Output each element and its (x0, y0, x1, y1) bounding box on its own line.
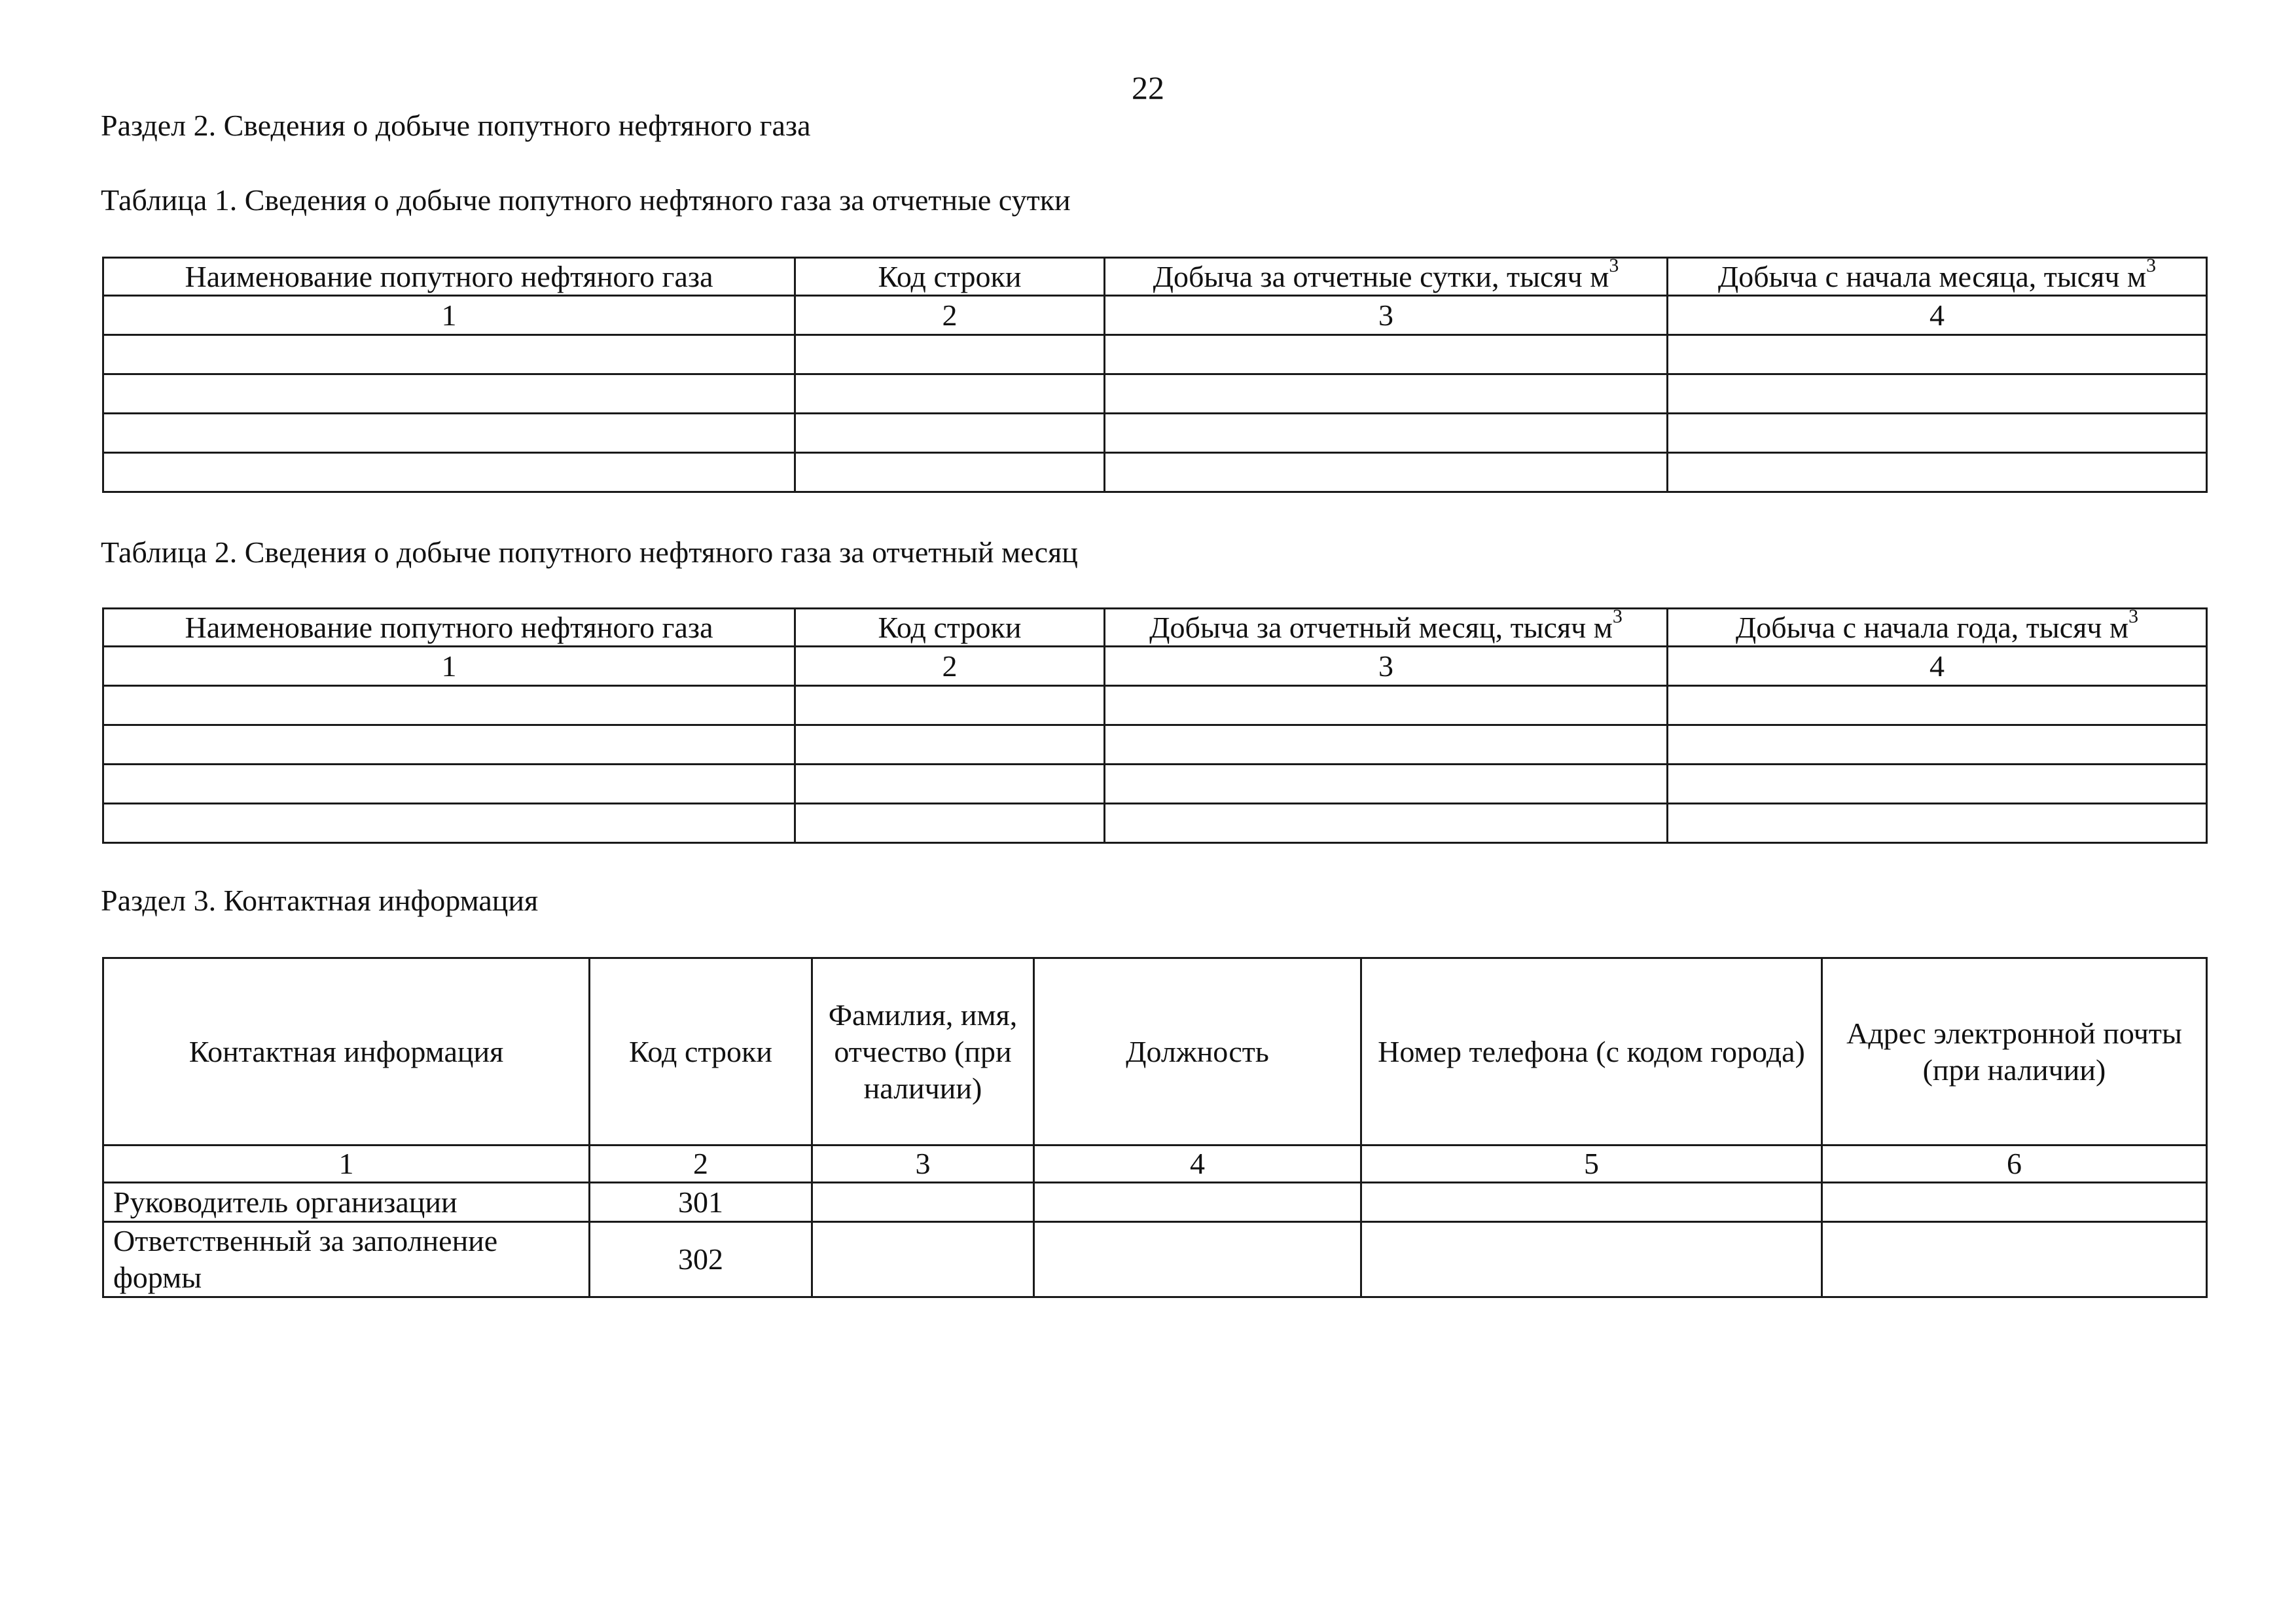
empty-cell[interactable] (795, 374, 1105, 414)
table-row (103, 374, 2207, 414)
empty-cell[interactable] (1668, 686, 2207, 725)
section-3-title: Раздел 3. Контактная информация (101, 884, 539, 917)
table-row (103, 1222, 2207, 1297)
header-row-code: Код строки (590, 958, 812, 1146)
empty-cell[interactable] (103, 765, 795, 804)
header-position: Должность (1034, 958, 1361, 1146)
empty-cell[interactable] (1034, 1183, 1361, 1222)
empty-cell[interactable] (1105, 453, 1668, 492)
empty-cell[interactable] (812, 1183, 1034, 1222)
empty-cell[interactable] (1668, 374, 2207, 414)
table-row (103, 414, 2207, 453)
empty-cell[interactable] (812, 1222, 1034, 1297)
column-number: 2 (795, 647, 1105, 686)
header-phone: Номер телефона (с кодом города) (1361, 958, 1822, 1146)
empty-cell[interactable] (1105, 686, 1668, 725)
page-number: 22 (1132, 69, 1164, 106)
column-number: 3 (1105, 647, 1668, 686)
contact-table (102, 957, 2208, 1298)
empty-cell[interactable] (103, 414, 795, 453)
empty-cell[interactable] (1668, 335, 2207, 374)
table-row (103, 765, 2207, 804)
table-row (103, 1183, 2207, 1222)
empty-cell[interactable] (1105, 414, 1668, 453)
empty-cell[interactable] (1668, 453, 2207, 492)
table-1-header-month-to-date: Добыча с начала месяца, тысяч $м^3$ (1668, 258, 2207, 296)
empty-cell[interactable] (795, 453, 1105, 492)
row-code: 302 (590, 1222, 812, 1297)
table-2-header-code: Код строки (795, 609, 1105, 647)
empty-cell[interactable] (1105, 725, 1668, 765)
column-number: 4 (1668, 647, 2207, 686)
empty-cell[interactable] (1668, 725, 2207, 765)
empty-cell[interactable] (795, 725, 1105, 765)
table-1-header-daily: Добыча за отчетные сутки, тысяч $м^3$ (1105, 258, 1668, 296)
column-number: 1 (103, 647, 795, 686)
empty-cell[interactable] (1361, 1222, 1822, 1297)
table-row (103, 335, 2207, 374)
column-number: 5 (1361, 1146, 1822, 1183)
table-1-header-name: Наименование попутного нефтяного газа (103, 258, 795, 296)
empty-cell[interactable] (795, 804, 1105, 843)
empty-cell[interactable] (103, 335, 795, 374)
table-1-header-row (103, 258, 2207, 296)
table-1-title: Таблица 1. Сведения о добыче попутного нефтяного газа за отчетные сутки (101, 183, 1071, 217)
header-contact-info: Контактная информация (103, 958, 590, 1146)
empty-cell[interactable] (1105, 335, 1668, 374)
table-row (103, 804, 2207, 843)
column-number: 2 (795, 296, 1105, 335)
table-row (103, 686, 2207, 725)
table-1 (102, 257, 2208, 493)
column-number: 1 (103, 1146, 590, 1183)
empty-cell[interactable] (103, 453, 795, 492)
column-number: 4 (1034, 1146, 1361, 1183)
table-2-title: Таблица 2. Сведения о добыче попутного нефтяного газа за отчетный месяц (101, 535, 1078, 569)
table-2-header-year-to-date: Добыча с начала года, тысяч $м^3$ (1668, 609, 2207, 647)
table-2 (102, 607, 2208, 844)
contact-table-header-row (103, 958, 2207, 1146)
table-2-header-row (103, 609, 2207, 647)
column-number: 4 (1668, 296, 2207, 335)
empty-cell[interactable] (103, 725, 795, 765)
column-number: 2 (590, 1146, 812, 1183)
row-label: Ответственный за заполнение формы (103, 1222, 590, 1297)
table-2-header-name: Наименование попутного нефтяного газа (103, 609, 795, 647)
row-label: Руководитель организации (103, 1183, 590, 1222)
empty-cell[interactable] (103, 804, 795, 843)
empty-cell[interactable] (1668, 414, 2207, 453)
empty-cell[interactable] (1668, 804, 2207, 843)
header-full-name: Фамилия, имя, отчество (при наличии) (812, 958, 1034, 1146)
table-2-header-monthly: Добыча за отчетный месяц, тысяч $м^3$ (1105, 609, 1668, 647)
empty-cell[interactable] (795, 335, 1105, 374)
empty-cell[interactable] (103, 374, 795, 414)
empty-cell[interactable] (1105, 765, 1668, 804)
empty-cell[interactable] (103, 686, 795, 725)
empty-cell[interactable] (1822, 1222, 2207, 1297)
table-row (103, 453, 2207, 492)
table-row (103, 725, 2207, 765)
header-email: Адрес электронной почты (при наличии) (1822, 958, 2207, 1146)
section-2-title: Раздел 2. Сведения о добыче попутного нефтяного газа (101, 109, 811, 142)
column-number: 1 (103, 296, 795, 335)
table-1-header-code: Код строки (795, 258, 1105, 296)
table-2-column-number-row (103, 647, 2207, 686)
column-number: 6 (1822, 1146, 2207, 1183)
row-code: 301 (590, 1183, 812, 1222)
empty-cell[interactable] (795, 765, 1105, 804)
empty-cell[interactable] (1105, 374, 1668, 414)
empty-cell[interactable] (1822, 1183, 2207, 1222)
column-number: 3 (1105, 296, 1668, 335)
empty-cell[interactable] (795, 414, 1105, 453)
empty-cell[interactable] (1668, 765, 2207, 804)
table-1-column-number-row (103, 296, 2207, 335)
empty-cell[interactable] (795, 686, 1105, 725)
contact-table-column-number-row (103, 1146, 2207, 1183)
empty-cell[interactable] (1034, 1222, 1361, 1297)
column-number: 3 (812, 1146, 1034, 1183)
empty-cell[interactable] (1361, 1183, 1822, 1222)
empty-cell[interactable] (1105, 804, 1668, 843)
